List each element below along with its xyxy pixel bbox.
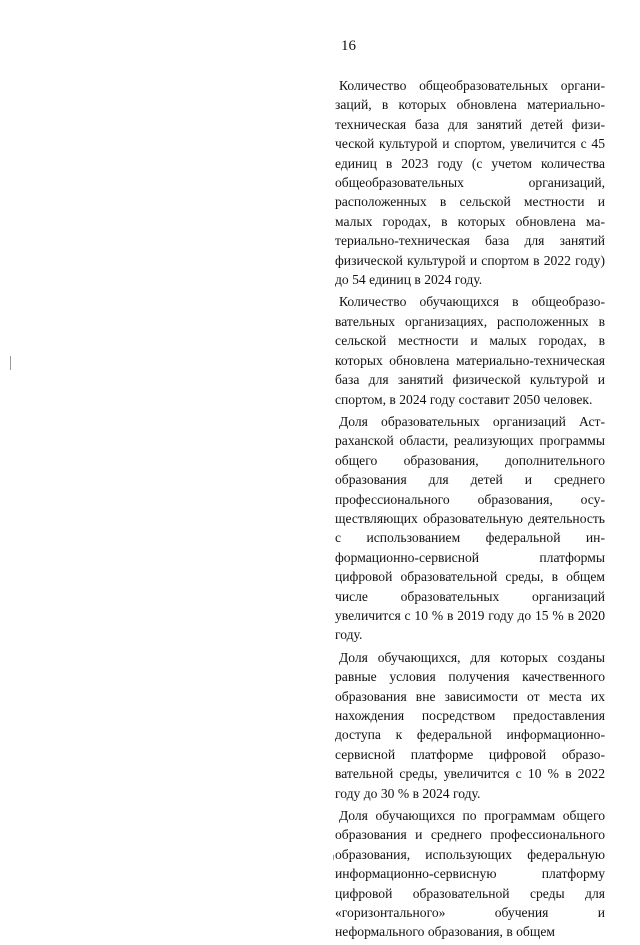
page-number: 16 [341, 38, 356, 54]
paragraph-3: Доля образовательных организаций Астраханской области, реализующих программы общего образования, дополнительного образования для детей и среднего профессионального образования, осуществляющих образовательную деятельность с использованием федеральной информационно-сервисной платформы цифровой образовательной среды, в общем числе образовательных организаций увеличится с 10 % в 2019 году до 15 % в 2020 году. [335, 413, 605, 643]
scan-mark-bottom [333, 855, 334, 860]
paragraph-5: Доля обучающихся по программам общего образования и среднего профессионального образования, использующих федеральную информационно-сервисную платформу цифровой образовательной среды для «горизонтального» обучения и неформального образования, в общем [335, 808, 605, 940]
scan-mark-left [10, 356, 11, 370]
paragraph-1: Количество общеобразовательных организаций, в которых обновлена материально-техническая база для занятий детей физической культурой и спортом, увеличится с 45 единиц в 2023 году (с учетом количества общеобразовательных организаций, расположенных в сельской местности и малых городах, в которых обновлена материально-техническая база для занятий физической культурой и спортом в 2022 году) до 54 единиц в 2024 году. [335, 78, 605, 288]
paragraph-4: Доля обучающихся, для которых созданы равные условия получения качественного образования вне зависимости от места их нахождения посредством предоставления доступа к федеральной информационно-сервисной платформе цифровой образовательной среды, увеличится с 10 % в 2022 году до 30 % в 2024 году. [335, 649, 605, 801]
text-column [335, 76, 605, 945]
paragraph-2: Количество обучающихся в общеобразовательных организациях, расположенных в сельской местности и малых городах, в которых обновлена материально-техническая база для занятий физической культурой и спортом, в 2024 году составит 2050 человек. [335, 294, 605, 407]
